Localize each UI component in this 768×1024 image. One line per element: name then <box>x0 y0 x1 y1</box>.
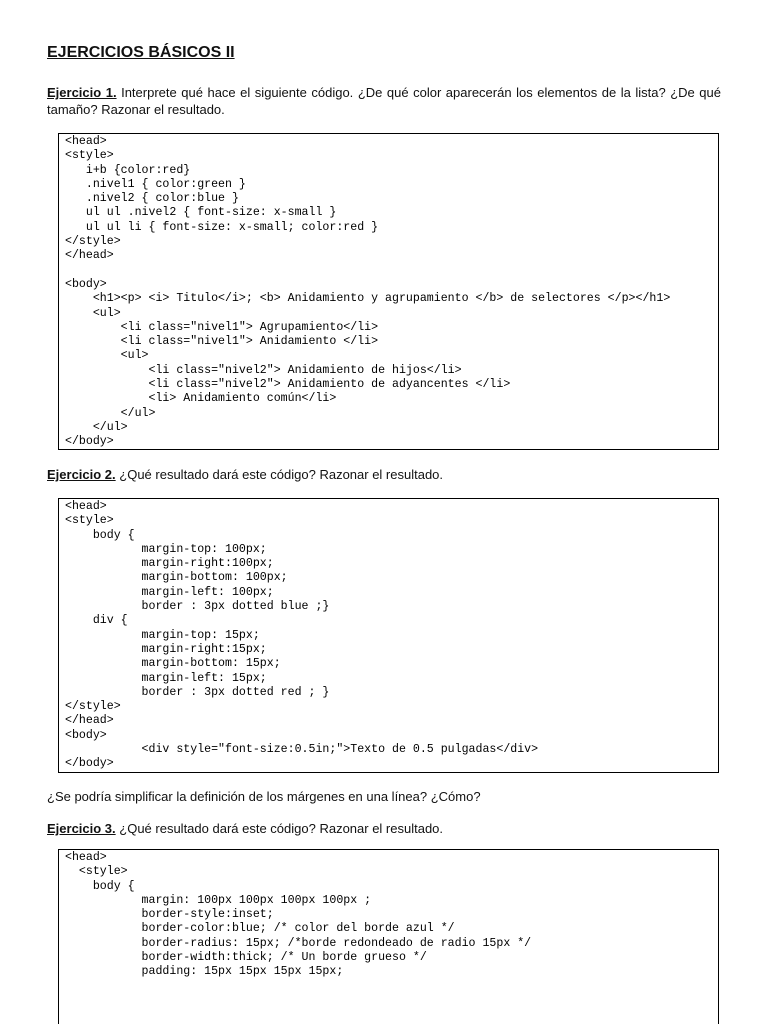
code-line: </body> <box>65 435 114 449</box>
code-line: </style> <box>65 700 121 714</box>
exercise-2-label: Ejercicio 2. <box>47 467 116 482</box>
code-line: <ul> <box>65 349 149 363</box>
code-line: <h1><p> <i> Titulo</i>; <b> Anidamiento y agrupamiento </b> de selectores </p></h1> <box>65 292 671 306</box>
code-line: </head> <box>65 714 114 728</box>
code-line: <head> <box>65 135 107 148</box>
code-line: i+b {color:red} <box>65 163 191 177</box>
code-line: ul ul li { font-size: x-small; color:red } <box>65 220 379 234</box>
exercise-1-code-box <box>58 133 719 450</box>
code-line: border-color:blue; /* color del borde azul */ <box>65 922 455 936</box>
code-line: </body> <box>65 757 114 771</box>
exercise-3-code-box <box>58 849 719 1024</box>
code-line: <li class="nivel2"> Anidamiento de hijos</li> <box>65 363 462 377</box>
exercise-2-code-box <box>58 498 719 773</box>
code-line <box>65 264 712 278</box>
exercise-2-text: ¿Qué resultado dará este código? Razonar el resultado. <box>115 467 444 482</box>
code-line: .nivel1 { color:green } <box>65 177 246 191</box>
code-line: border-width:thick; /* Un borde grueso */ <box>65 951 427 965</box>
code-line: border-radius: 15px; /*borde redondeado de radio 15px */ <box>65 936 532 950</box>
code-line: body { <box>65 879 135 893</box>
exercise-1-text: Interprete qué hace el siguiente código. ¿De qué color aparecerán los elementos de la lista? ¿De qué tamaño? Razonar el resultado. <box>47 85 721 117</box>
code-line: ul ul .nivel2 { font-size: x-small } <box>65 206 337 220</box>
code-line: div { <box>65 614 128 628</box>
exercise-2-question: ¿Se podría simplificar la definición de los márgenes en una línea? ¿Cómo? <box>47 789 481 804</box>
code-line: <li class="nivel1"> Anidamiento </li> <box>65 335 379 349</box>
code-line: <body> <box>65 277 107 291</box>
exercise-3-statement <box>47 820 721 837</box>
code-line: border : 3px dotted red ; } <box>65 685 330 699</box>
code-line: margin-left: 15px; <box>65 671 267 685</box>
exercise-2-statement <box>47 466 721 483</box>
code-line: <style> <box>65 865 128 879</box>
exercise-1-label: Ejercicio 1. <box>47 85 117 100</box>
code-line: border : 3px dotted blue ;} <box>65 600 330 614</box>
code-line: margin-top: 15px; <box>65 628 260 642</box>
code-line: <style> <box>65 514 114 528</box>
code-line: </ul> <box>65 406 156 420</box>
code-line: <li class="nivel2"> Anidamiento de adyancentes </li> <box>65 378 511 392</box>
code-line: <ul> <box>65 306 121 320</box>
exercise-3-label: Ejercicio 3. <box>47 821 116 836</box>
exercise-1-statement <box>47 84 721 118</box>
code-line: margin-top: 100px; <box>65 542 267 556</box>
code-line: margin-right:100px; <box>65 557 274 571</box>
code-line: margin-right:15px; <box>65 642 267 656</box>
code-line: margin-bottom: 15px; <box>65 657 281 671</box>
code-line: margin-left: 100px; <box>65 585 274 599</box>
code-line: margin: 100px 100px 100px 100px ; <box>65 893 372 907</box>
code-line: body { <box>65 528 135 542</box>
code-line: padding: 15px 15px 15px 15px; <box>65 965 344 979</box>
code-line: <li> Anidamiento común</li> <box>65 392 337 406</box>
code-line: <body> <box>65 728 107 742</box>
code-line: <div style="font-size:0.5in;">Texto de 0.5 pulgadas</div> <box>65 743 539 757</box>
code-line: border-style:inset; <box>65 908 274 922</box>
code-line: <head> <box>65 500 107 513</box>
code-line: .nivel2 { color:blue } <box>65 192 239 206</box>
code-line: <head> <box>65 851 107 864</box>
code-line: <style> <box>65 149 114 163</box>
code-line: </head> <box>65 249 114 263</box>
document-title: EJERCICIOS BÁSICOS II <box>47 44 235 61</box>
code-line: </style> <box>65 235 121 249</box>
code-line: </ul> <box>65 420 128 434</box>
code-line: margin-bottom: 100px; <box>65 571 288 585</box>
exercise-3-text: ¿Qué resultado dará este código? Razonar el resultado. <box>115 821 444 836</box>
code-line: <li class="nivel1"> Agrupamiento</li> <box>65 320 379 334</box>
